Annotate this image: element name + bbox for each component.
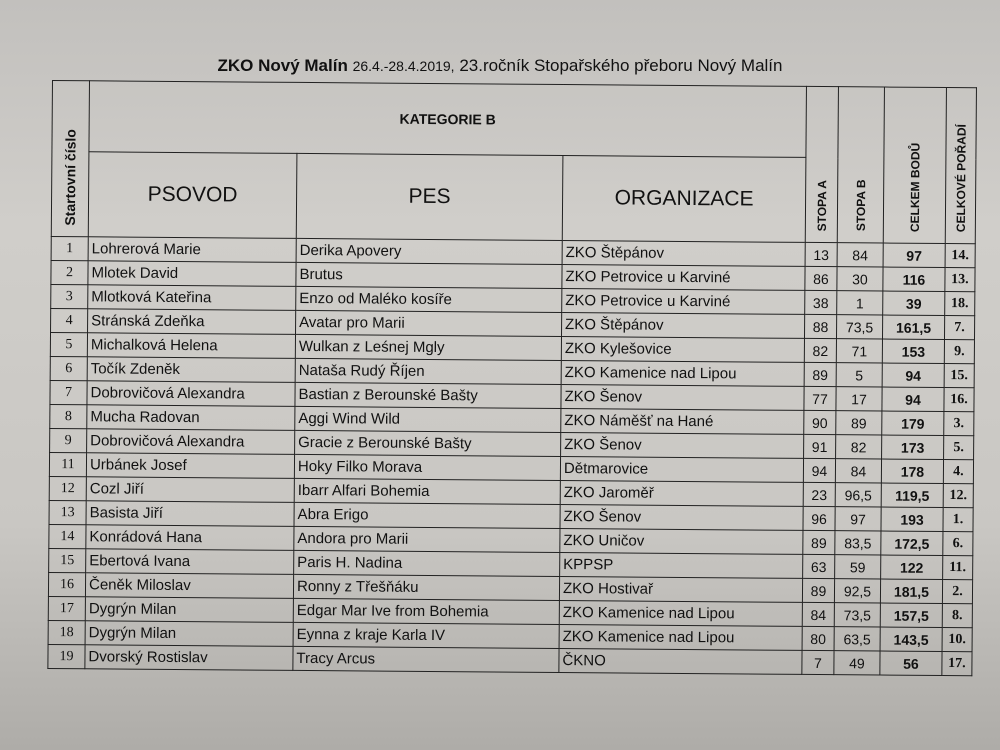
dog-name: Gracie z Berounské Bašty: [295, 430, 561, 456]
dog-name: Derika Apovery: [296, 238, 562, 264]
track-b-score: 71: [836, 339, 882, 363]
handler-name: Dobrovičová Alexandra: [87, 381, 295, 407]
organization: ZKO Šenov: [561, 433, 804, 459]
track-a-score: 77: [804, 386, 836, 410]
handler-name: Stránská Zdeňka: [88, 309, 296, 335]
organization: ZKO Štěpánov: [562, 313, 805, 339]
start-number: 4: [51, 308, 88, 332]
overall-rank: 12.: [943, 484, 973, 508]
organization: ZKO Štěpánov: [562, 241, 805, 267]
handler-name: Dobrovičová Alexandra: [87, 429, 295, 455]
track-a-score: 88: [804, 314, 836, 338]
handler-name: Ebertová Ivana: [86, 549, 294, 575]
dog-name: Wulkan z Leśnej Mgly: [295, 334, 561, 360]
overall-rank: 18.: [945, 292, 975, 316]
track-b-score: 63,5: [834, 627, 880, 651]
handler-name: Dygrýn Milan: [85, 621, 293, 647]
dog-name: Nataša Rudý Říjen: [295, 358, 561, 384]
track-a-score: 89: [802, 578, 834, 602]
start-number: 8: [50, 404, 87, 428]
start-number: 12: [49, 476, 86, 500]
start-number: 15: [49, 548, 86, 572]
track-b-score: 92,5: [834, 579, 880, 603]
track-a-score: 13: [805, 242, 837, 266]
event-dates: 26.4.-28.4.2019,: [352, 58, 455, 74]
track-a-score: 96: [803, 506, 835, 530]
total-points: 116: [883, 267, 945, 291]
track-a-score: 94: [803, 458, 835, 482]
track-a-score: 23: [803, 482, 835, 506]
overall-rank: 15.: [944, 364, 974, 388]
overall-rank: 3.: [944, 412, 974, 436]
total-points: 173: [882, 435, 944, 459]
overall-rank: 4.: [943, 460, 973, 484]
total-points: 122: [881, 555, 943, 579]
organization: KPPSP: [560, 553, 803, 579]
overall-rank: 11.: [943, 556, 973, 580]
dog-name: Bastian z Berounské Bašty: [295, 382, 561, 408]
start-number: 1: [51, 236, 88, 260]
start-number: 7: [50, 380, 87, 404]
dog-name: Avatar pro Marii: [296, 310, 562, 336]
track-a-score: 82: [804, 338, 836, 362]
organization: ZKO Petrovice u Karviné: [562, 289, 805, 315]
organization: Dětmarovice: [560, 457, 803, 483]
header-handler: PSOVOD: [88, 152, 297, 239]
total-points: 94: [882, 387, 944, 411]
start-number: 13: [49, 500, 86, 524]
overall-rank: 5.: [944, 436, 974, 460]
track-b-score: 5: [836, 363, 882, 387]
organization: ZKO Uničov: [560, 529, 803, 555]
dog-name: Edgar Mar Ive from Bohemia: [293, 598, 559, 624]
track-b-score: 73,5: [834, 603, 880, 627]
start-number: 16: [48, 572, 85, 596]
track-b-score: 84: [835, 459, 881, 483]
track-a-score: 84: [802, 602, 834, 626]
dog-name: Ibarr Alfari Bohemia: [294, 478, 560, 504]
organization: ZKO Šenov: [561, 385, 804, 411]
track-b-score: 59: [835, 555, 881, 579]
track-a-score: 38: [805, 290, 837, 314]
total-points: 181,5: [880, 579, 942, 603]
dog-name: Paris H. Nadina: [294, 550, 560, 576]
total-points: 172,5: [881, 531, 943, 555]
track-b-score: 84: [837, 243, 883, 267]
total-points: 193: [881, 507, 943, 531]
track-a-score: 80: [802, 626, 834, 650]
overall-rank: 17.: [942, 652, 972, 676]
dog-name: Eynna z kraje Karla IV: [293, 622, 559, 648]
track-a-score: 63: [803, 554, 835, 578]
total-points: 97: [883, 243, 945, 267]
organization: ZKO Hostivař: [559, 577, 802, 603]
handler-name: Dygrýn Milan: [85, 597, 293, 623]
track-b-score: 1: [837, 291, 883, 315]
overall-rank: 9.: [944, 340, 974, 364]
total-points: 157,5: [880, 603, 942, 627]
handler-name: Dvorský Rostislav: [85, 645, 293, 671]
handler-name: Konrádová Hana: [86, 525, 294, 551]
handler-name: Mlotek David: [88, 261, 296, 287]
total-points: 153: [882, 339, 944, 363]
start-number: 9: [50, 428, 87, 452]
header-overall-rank: CELKOVÉ POŘADÍ: [945, 88, 976, 244]
organization: ZKO Jaroměř: [560, 481, 803, 507]
total-points: 143,5: [880, 627, 942, 651]
header-organization: ORGANIZACE: [562, 156, 806, 243]
start-number: 19: [48, 644, 85, 668]
track-b-score: 96,5: [835, 483, 881, 507]
track-a-score: 86: [805, 266, 837, 290]
dog-name: Aggi Wind Wild: [295, 406, 561, 432]
track-a-score: 89: [804, 362, 836, 386]
track-b-score: 83,5: [835, 531, 881, 555]
dog-name: Andora pro Marii: [294, 526, 560, 552]
organization: ZKO Kamenice nad Lipou: [561, 361, 804, 387]
organization: ZKO Kamenice nad Lipou: [559, 625, 802, 651]
track-b-score: 17: [836, 387, 882, 411]
track-a-score: 91: [804, 434, 836, 458]
dog-name: Abra Erigo: [294, 502, 560, 528]
handler-name: Mlotková Kateřina: [88, 285, 296, 311]
overall-rank: 16.: [944, 388, 974, 412]
start-number: 6: [50, 356, 87, 380]
handler-name: Mucha Radovan: [87, 405, 295, 431]
handler-name: Lohrerová Marie: [88, 237, 296, 263]
start-number: 14: [49, 524, 86, 548]
start-number: 17: [48, 596, 85, 620]
dog-name: Enzo od Maléko kosíře: [296, 286, 562, 312]
dog-name: Ronny z Třešňáku: [293, 574, 559, 600]
organization: ZKO Šenov: [560, 505, 803, 531]
overall-rank: 7.: [944, 316, 974, 340]
track-b-score: 97: [835, 507, 881, 531]
dog-name: Tracy Arcus: [293, 646, 559, 672]
organization: ZKO Petrovice u Karviné: [562, 265, 805, 291]
total-points: 179: [882, 411, 944, 435]
track-a-score: 89: [803, 530, 835, 554]
overall-rank: 6.: [943, 532, 973, 556]
overall-rank: 1.: [943, 508, 973, 532]
total-points: 161,5: [882, 315, 944, 339]
start-number: 11: [49, 452, 86, 476]
organization: ČKNO: [559, 648, 802, 674]
track-a-score: 7: [802, 650, 834, 674]
organization: ZKO Náměšť na Hané: [561, 409, 804, 435]
total-points: 94: [882, 363, 944, 387]
total-points: 56: [880, 651, 942, 675]
event-name: 23.ročník Stopařského přeboru Nový Malín: [459, 56, 783, 75]
header-start-number: Startovní číslo: [51, 81, 89, 237]
header-dog: PES: [296, 153, 563, 240]
track-b-score: 30: [837, 267, 883, 291]
start-number: 2: [51, 260, 88, 284]
handler-name: Michalková Helena: [87, 333, 295, 359]
dog-name: Brutus: [296, 262, 562, 288]
document-title: [0, 56, 1000, 76]
overall-rank: 14.: [945, 244, 975, 268]
overall-rank: 13.: [945, 268, 975, 292]
category-title: KATEGORIE B: [89, 81, 807, 158]
start-number: 5: [50, 332, 87, 356]
track-b-score: 82: [836, 435, 882, 459]
track-a-score: 90: [804, 410, 836, 434]
total-points: 119,5: [881, 483, 943, 507]
start-number: 18: [48, 620, 85, 644]
handler-name: Točík Zdeněk: [87, 357, 295, 383]
overall-rank: 8.: [942, 604, 972, 628]
track-b-score: 49: [834, 651, 880, 675]
track-b-score: 73,5: [836, 315, 882, 339]
handler-name: Basista Jiří: [86, 501, 294, 527]
overall-rank: 10.: [942, 628, 972, 652]
total-points: 39: [883, 291, 945, 315]
handler-name: Cozl Jiří: [86, 477, 294, 503]
handler-name: Urbánek Josef: [86, 453, 294, 479]
organization: ZKO Kamenice nad Lipou: [559, 601, 802, 627]
total-points: 178: [881, 459, 943, 483]
handler-name: Čeněk Miloslav: [85, 573, 293, 599]
header-total-points: CELKEM BODŮ: [883, 87, 946, 243]
organization: ZKO Kylešovice: [561, 337, 804, 363]
results-table: [47, 80, 977, 676]
header-track-b: STOPA B: [837, 87, 884, 243]
overall-rank: 2.: [942, 580, 972, 604]
header-track-a: STOPA A: [805, 86, 838, 242]
start-number: 3: [51, 284, 88, 308]
club-name: ZKO Nový Malín: [217, 56, 348, 75]
track-b-score: 89: [836, 411, 882, 435]
dog-name: Hoky Filko Morava: [294, 454, 560, 480]
